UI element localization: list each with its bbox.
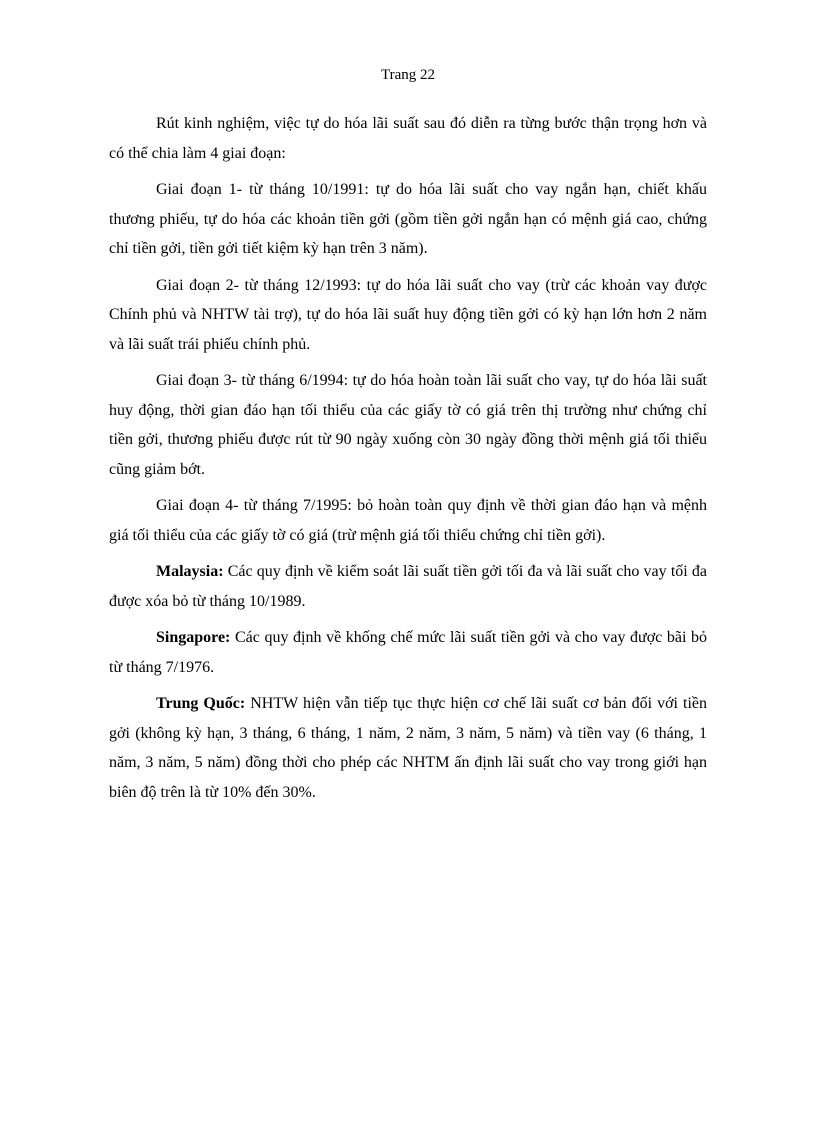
paragraph-intro: [109, 109, 707, 168]
page-number-header: Trang 22: [380, 67, 436, 83]
paragraph-stage-3: [109, 366, 707, 484]
paragraph-text: Rút kinh nghiệm, việc tự do hóa lãi suất sau đó diễn ra từng bước thận trọng hơn và có thể chia làm 4 giai đoạn:: [109, 115, 707, 162]
paragraph-stage-4: [109, 491, 707, 550]
paragraph-stage-2: [109, 271, 707, 360]
paragraph-text: Các quy định về khống chế mức lãi suất tiền gởi và cho vay được bãi bỏ từ tháng 7/1976.: [109, 629, 707, 676]
paragraph-text: Giai đoạn 1- từ tháng 10/1991: tự do hóa lãi suất cho vay ngắn hạn, chiết khấu thương phiếu, tự do hóa các khoản tiền gởi (gồm tiền gởi ngắn hạn có mệnh giá cao, chứng chỉ tiền gởi, tiền gởi tiết kiệm kỳ hạn trên 3 năm).: [109, 181, 707, 257]
paragraph-singapore: [109, 623, 707, 682]
paragraph-text: Các quy định về kiểm soát lãi suất tiền gởi tối đa và lãi suất cho vay tối đa được xóa bỏ từ tháng 10/1989.: [109, 563, 707, 610]
country-label-china: Trung Quốc:: [156, 695, 246, 712]
paragraph-stage-1: [109, 175, 707, 264]
paragraph-text: Giai đoạn 3- từ tháng 6/1994: tự do hóa hoàn toàn lãi suất cho vay, tự do hóa lãi suất huy động, thời gian đáo hạn tối thiểu của các giấy tờ có giá trên thị trường như chứng chỉ tiền gởi, thương phiếu được rút từ 90 ngày xuống còn 30 ngày đồng thời mệnh giá tối thiểu cũng giảm bớt.: [109, 372, 707, 478]
paragraph-text: Giai đoạn 4- từ tháng 7/1995: bỏ hoàn toàn quy định về thời gian đáo hạn và mệnh giá tối thiểu của các giấy tờ có giá (trừ mệnh giá tối thiểu chứng chỉ tiền gởi).: [109, 497, 707, 544]
paragraph-text: NHTW hiện vẫn tiếp tục thực hiện cơ chế lãi suất cơ bản đối với tiền gởi (không kỳ hạn, 3 tháng, 6 tháng, 1 năm, 2 năm, 3 năm, 5 năm) và tiền vay (6 tháng, 1 năm, 3 năm, 5 năm) đồng thời cho phép các NHTM ấn định lãi suất cho vay trong giới hạn biên độ trên là từ 10% đến 30%.: [109, 695, 708, 801]
paragraph-china: [109, 689, 707, 807]
country-label-malaysia: Malaysia:: [156, 563, 224, 580]
paragraph-text: Giai đoạn 2- từ tháng 12/1993: tự do hóa lãi suất cho vay (trừ các khoản vay được Chính phủ và NHTW tài trợ), tự do hóa lãi suất huy động tiền gởi có kỳ hạn lớn hơn 2 năm và lãi suất trái phiếu chính phủ.: [109, 276, 707, 353]
document-body: [109, 109, 707, 814]
paragraph-malaysia: [109, 557, 707, 616]
country-label-singapore: Singapore:: [156, 629, 231, 646]
